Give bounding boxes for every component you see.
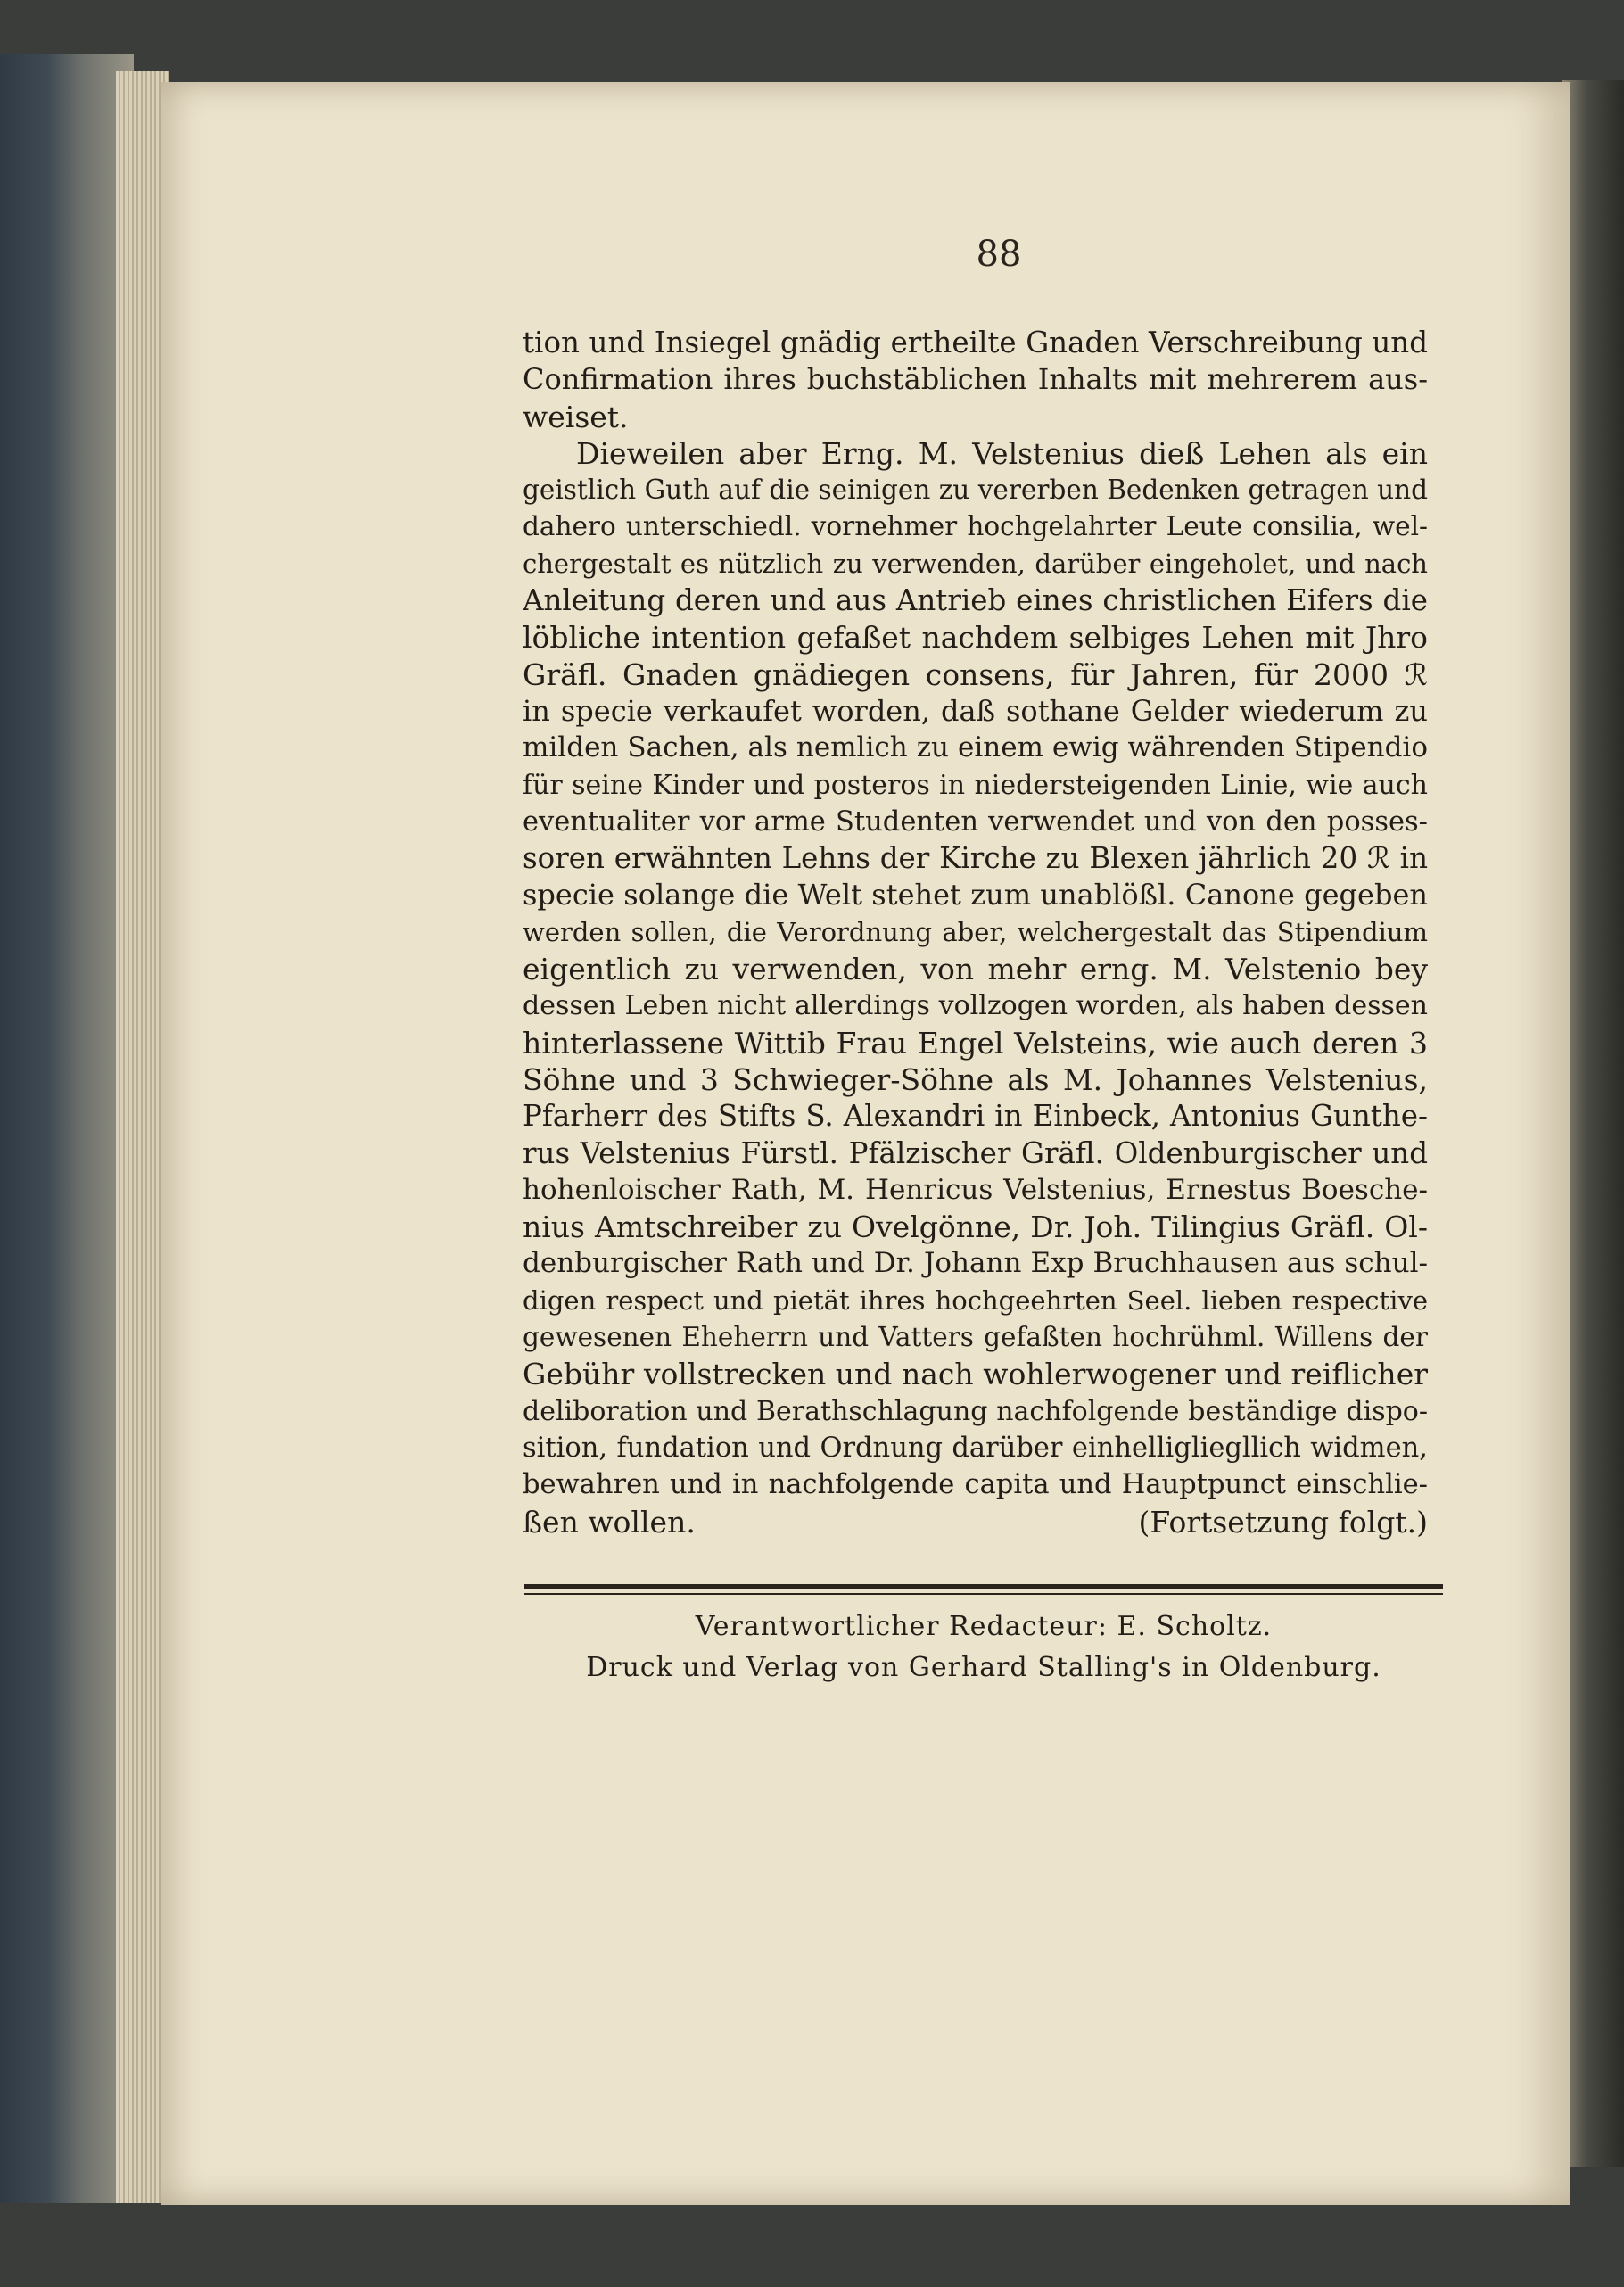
text-line: digen respect und pietät ihres hochgeehrten Seel. lieben respective <box>523 1284 1428 1316</box>
page-number: 88 <box>976 234 1022 275</box>
text-line: dessen Leben nicht allerdings vollzogen worden, als haben dessen <box>523 990 1428 1022</box>
text-line: werden sollen, die Verordnung aber, welchergestalt das Stipendium <box>523 916 1428 947</box>
body-text <box>523 325 1428 1540</box>
text-line: eigentlich zu verwenden, von mehr erng. M. Velstenio bey <box>523 952 1428 987</box>
text-line: Gräfl. Gnaden gnädiegen consens, für Jahren, für 2000 ℛ <box>523 656 1428 692</box>
text-line: chergestalt es nützlich zu verwenden, darüber eingeholet, und nach <box>523 548 1428 579</box>
text-line: soren erwähnten Lehns der Kirche zu Blexen jährlich 20 ℛ in <box>523 841 1428 876</box>
text-line: löbliche intention gefaßet nachdem selbiges Lehen mit Jhro <box>523 620 1428 656</box>
text-line: bewahren und in nachfolgende capita und Hauptpunct einschlie- <box>523 1469 1428 1501</box>
book-cover-left <box>0 54 134 2203</box>
text-line: in specie verkaufet worden, daß sothane Gelder wiederum zu <box>523 693 1428 728</box>
text-line: Söhne und 3 Schwieger-Söhne als M. Johannes Velstenius, <box>523 1061 1428 1097</box>
text-line-final <box>523 1504 1428 1540</box>
text-line: denburgischer Rath und Dr. Johann Exp Bruchhausen aus schul- <box>523 1247 1428 1280</box>
continuation-note: (Fortsetzung folgt.) <box>1138 1504 1428 1540</box>
text-line: deliboration und Berathschlagung nachfolgende beständige dispo- <box>523 1395 1428 1427</box>
separator-rule-thick <box>524 1584 1443 1589</box>
text-line: Confirmation ihres buchstäblichen Inhalts mit mehrerem aus- <box>523 362 1428 397</box>
text-line: Pfarherr des Stifts S. Alexandri in Einbeck, Antonius Gunthe- <box>523 1099 1428 1134</box>
imprint-editor: Verantwortlicher Redacteur: E. Scholtz. <box>695 1611 1273 1642</box>
separator-rule-thin <box>524 1593 1443 1595</box>
text-line: geistlich Guth auf die seinigen zu vererben Bedenken getragen und <box>523 475 1428 506</box>
text-line: dahero unterschiedl. vornehmer hochgelahrter Leute consilia, wel- <box>523 511 1428 542</box>
text-line: Gebühr vollstrecken und nach wohlerwogener und reiflicher <box>523 1357 1428 1392</box>
text-line: Dieweilen aber Erng. M. Velstenius dieß Lehen als ein <box>576 435 1428 471</box>
text-line: specie solange die Welt stehet zum unablößl. Canone gegeben <box>523 878 1428 912</box>
text-line: für seine Kinder und posteros in niedersteigenden Linie, wie auch <box>523 769 1428 801</box>
text-line: nius Amtschreiber zu Ovelgönne, Dr. Joh. Tilingius Gräfl. Ol- <box>523 1210 1428 1245</box>
text-line: gewesenen Eheherrn und Vatters gefaßten hochrühml. Willens der <box>523 1322 1428 1353</box>
closing-words: ßen wollen. <box>523 1504 696 1540</box>
text-line: rus Velstenius Fürstl. Pfälzischer Gräfl. Oldenburgischer und <box>523 1135 1428 1170</box>
book-cover-right <box>1562 80 1624 2167</box>
text-line: weiset. <box>523 399 629 434</box>
text-line: hinterlassene Wittib Frau Engel Velsteins, wie auch deren 3 <box>523 1025 1428 1061</box>
text-line: milden Sachen, als nemlich zu einem ewig währenden Stipendio <box>523 731 1428 764</box>
text-line: hohenloischer Rath, M. Henricus Velstenius, Ernestus Boesche- <box>523 1173 1428 1206</box>
text-line: tion und Insiegel gnädig ertheilte Gnaden Verschreibung und <box>523 326 1428 359</box>
text-line: eventualiter vor arme Studenten verwendet und von den posses- <box>523 805 1428 838</box>
imprint-printer: Druck und Verlag von Gerhard Stalling's in Oldenburg. <box>586 1652 1381 1683</box>
text-line: sition, fundation und Ordnung darüber einhelligliegllich widmen, <box>523 1432 1428 1464</box>
text-line: Anleitung deren und aus Antrieb eines christlichen Eifers die <box>523 583 1428 618</box>
